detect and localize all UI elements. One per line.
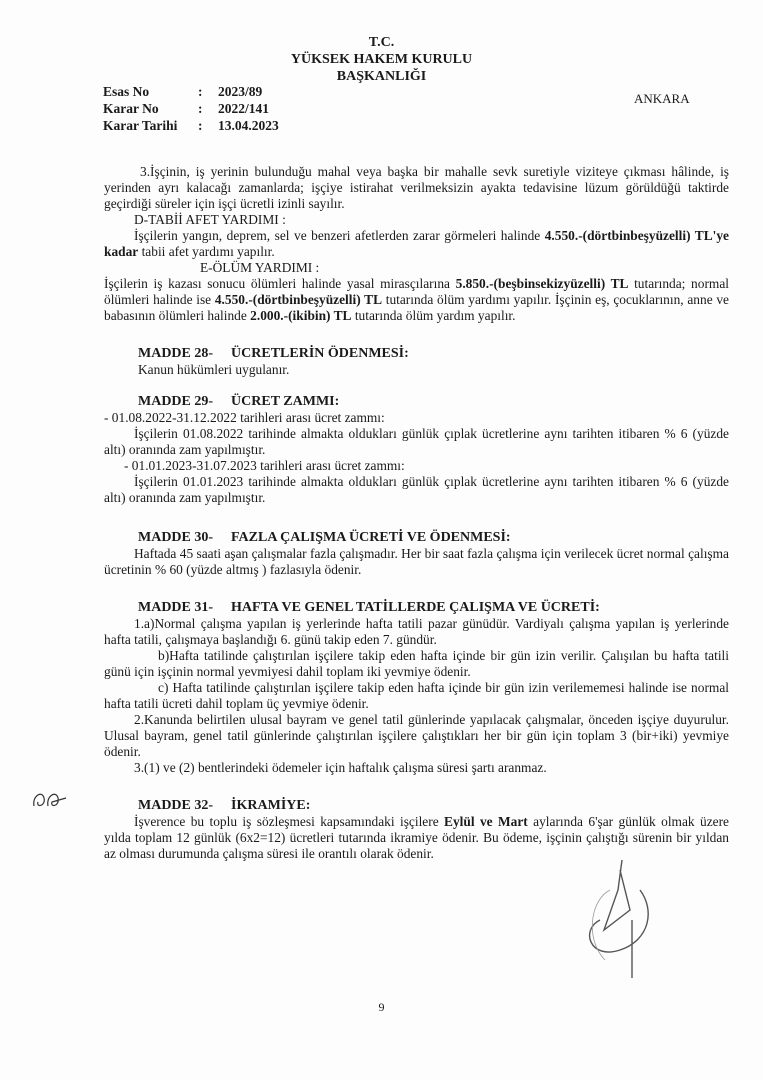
madde-32-text-c: aylarında 6'şar günlük olmak üzere yılda toplam 12 günlük (6x2=12) ücretleri tutarında ikramiye ödenir. Bu ödeme, işçinin çalıştığı sürenin bir yıldan az olması durumunda çalışma süresi ile orantılı olarak ödenir.: [104, 814, 729, 861]
madde-31-item-2: 2.Kanunda belirtilen ulusal bayram ve genel tatil günlerinde yapılacak çalışmalar, önceden işçiye duyurulur. Ulusal bayram, genel tatil günlerinde çalıştırılan işçilere çalıştıkları her bir gün için toplam 3 (bir+iki) yevmiye ödenir.: [104, 712, 729, 759]
madde-32-text-a: İşverence bu toplu iş sözleşmesi kapsamındaki işçilere: [134, 814, 445, 829]
tarih-label: Karar Tarihi: [103, 118, 178, 133]
section-d-heading: D-TABİİ AFET YARDIMI :: [134, 212, 286, 227]
madde-32-heading: [104, 798, 729, 814]
madde-29-line-4: İşçilerin 01.01.2023 tarihinde almakta oldukları günlük çıplak ücretlerine aynı tarihten itibaren % 6 (yüzde altı) oranında zam yapılmıştır.: [104, 474, 729, 505]
madde-30-heading: [104, 530, 729, 546]
madde-31-item-c: c) Hafta tatilinde çalıştırılan işçilere takip eden hafta içinde bir gün izin verilememesi halinde ise normal hafta tatili ücreti dahil toplam üç yevmiye ödenir.: [104, 680, 729, 711]
madde-29-no: MADDE 29-: [138, 394, 214, 409]
esas-row: [103, 83, 279, 100]
section-e-amount-1: 5.850.-(beşbinsekizyüzelli) TL: [455, 276, 629, 291]
madde-28-no: MADDE 28-: [138, 346, 214, 361]
esas-value: 2023/89: [218, 84, 263, 99]
madde-30-title: FAZLA ÇALIŞMA ÜCRETİ VE ÖDENMESİ:: [231, 530, 511, 545]
madde-30-text: Haftada 45 saati aşan çalışmalar fazla çalışmadır. Her bir saat fazla çalışma için verilecek ücret normal çalışma ücretinin % 60 (yüzde altmış ) fazlasıyla ödenir.: [104, 546, 729, 577]
madde-31-title: HAFTA VE GENEL TATİLLERDE ÇALIŞMA VE ÜCRETİ:: [231, 600, 600, 615]
madde-31-item-a: 1.a)Normal çalışma yapılan iş yerlerinde hafta tatili pazar günüdür. Vardiyalı çalışma yapılan iş yerlerinde hafta tatili, çalışmaya başlandığı 6. günü takip eden 7. gündür.: [104, 616, 729, 647]
madde-29-line-3: - 01.01.2023-31.07.2023 tarihleri arası ücret zammı:: [124, 458, 405, 473]
header-tc: T.C.: [368, 35, 395, 50]
header-presidency: BAŞKANLIĞI: [336, 69, 427, 84]
madde-31-heading: [104, 600, 729, 616]
section-e-text: [104, 276, 729, 324]
madde-28-heading: [104, 346, 729, 362]
header-institution: YÜKSEK HAKEM KURULU: [290, 52, 473, 67]
madde-32-no: MADDE 32-: [138, 798, 214, 813]
madde-30-no: MADDE 30-: [138, 530, 214, 545]
city-label: ANKARA: [634, 91, 690, 106]
case-meta: [103, 83, 279, 134]
section-e-text-g: tutarında ölüm yardım yapılır.: [351, 308, 516, 323]
section-d-text: [104, 228, 729, 260]
section-d-text-a: İşçilerin yangın, deprem, sel ve benzeri afetlerden zarar görmeleri halinde: [134, 228, 545, 243]
page-number: 9: [378, 1000, 385, 1014]
madde-32-months: Eylül ve Mart: [444, 814, 528, 829]
madde-29-title: ÜCRET ZAMMI:: [231, 394, 340, 409]
madde-31-item-3: 3.(1) ve (2) bentlerindeki ödemeler için haftalık çalışma süresi şartı aranmaz.: [134, 760, 547, 775]
paragraph-3: 3.İşçinin, iş yerinin bulunduğu mahal veya başka bir mahalle sevk suretiyle viziteye çıkması hâlinde, iş yerinden ayrı kalacağı zamanlarda; işçiye istirahat verilmeksizin ayakta tedavisine lüzum görüldüğü taktirde geçirdiği süreler için işçi ücretli izinli sayılır.: [104, 164, 729, 211]
section-e-heading: E-ÖLÜM YARDIMI :: [200, 260, 320, 275]
signature-scribble: [560, 850, 670, 980]
madde-31-item-b: b)Hafta tatilinde çalıştırılan işçilere takip eden hafta içinde bir gün izin verilir. Çalışılan bu hafta tatili günü için işçinin normal yevmiyesi dahil toplam iki yevmiye ödenir.: [104, 648, 729, 679]
madde-31-no: MADDE 31-: [138, 600, 214, 615]
section-d-text-c: tabii afet yardımı yapılır.: [138, 244, 275, 259]
document-header: [0, 34, 763, 85]
madde-29-heading: [104, 394, 729, 410]
document-body: [104, 164, 729, 862]
section-e-amount-2: 4.550.-(dörtbinbeşyüzelli) TL: [214, 292, 382, 307]
tarih-row: [103, 117, 279, 134]
esas-label: Esas No: [103, 84, 150, 99]
tarih-value: 13.04.2023: [218, 118, 279, 133]
karar-row: [103, 100, 279, 117]
section-e-text-c: tutarında; normal ölümleri halinde ise: [104, 276, 729, 307]
tarih-colon: :: [198, 118, 203, 133]
karar-label: Karar No: [103, 101, 159, 116]
madde-29-line-1: - 01.08.2022-31.12.2022 tarihleri arası ücret zammı:: [104, 410, 385, 425]
esas-colon: :: [198, 84, 203, 99]
madde-28-title: ÜCRETLERİN ÖDENMESİ:: [231, 346, 409, 361]
section-e-amount-3: 2.000.-(ikibin) TL: [250, 308, 352, 323]
karar-colon: :: [198, 101, 203, 116]
section-e-text-e: tutarında ölüm yardımı yapılır. İşçinin eş, çocuklarının, anne ve babasının ölümleri halinde: [104, 292, 729, 323]
karar-value: 2022/141: [218, 101, 270, 116]
madde-28-text: Kanun hükümleri uygulanır.: [138, 362, 290, 377]
section-d-amount: 4.550.-(dörtbinbeşyüzelli) TL'ye kadar: [104, 228, 729, 259]
madde-29-line-2: İşçilerin 01.08.2022 tarihinde almakta oldukları günlük çıplak ücretlerine aynı tarihten itibaren % 6 (yüzde altı) oranında zam yapılmıştır.: [104, 426, 729, 457]
section-e-text-a: İşçilerin iş kazası sonucu ölümleri halinde yasal mirasçılarına: [104, 276, 456, 291]
madde-32-title: İKRAMİYE:: [231, 798, 311, 813]
handwritten-initials: [30, 784, 70, 814]
